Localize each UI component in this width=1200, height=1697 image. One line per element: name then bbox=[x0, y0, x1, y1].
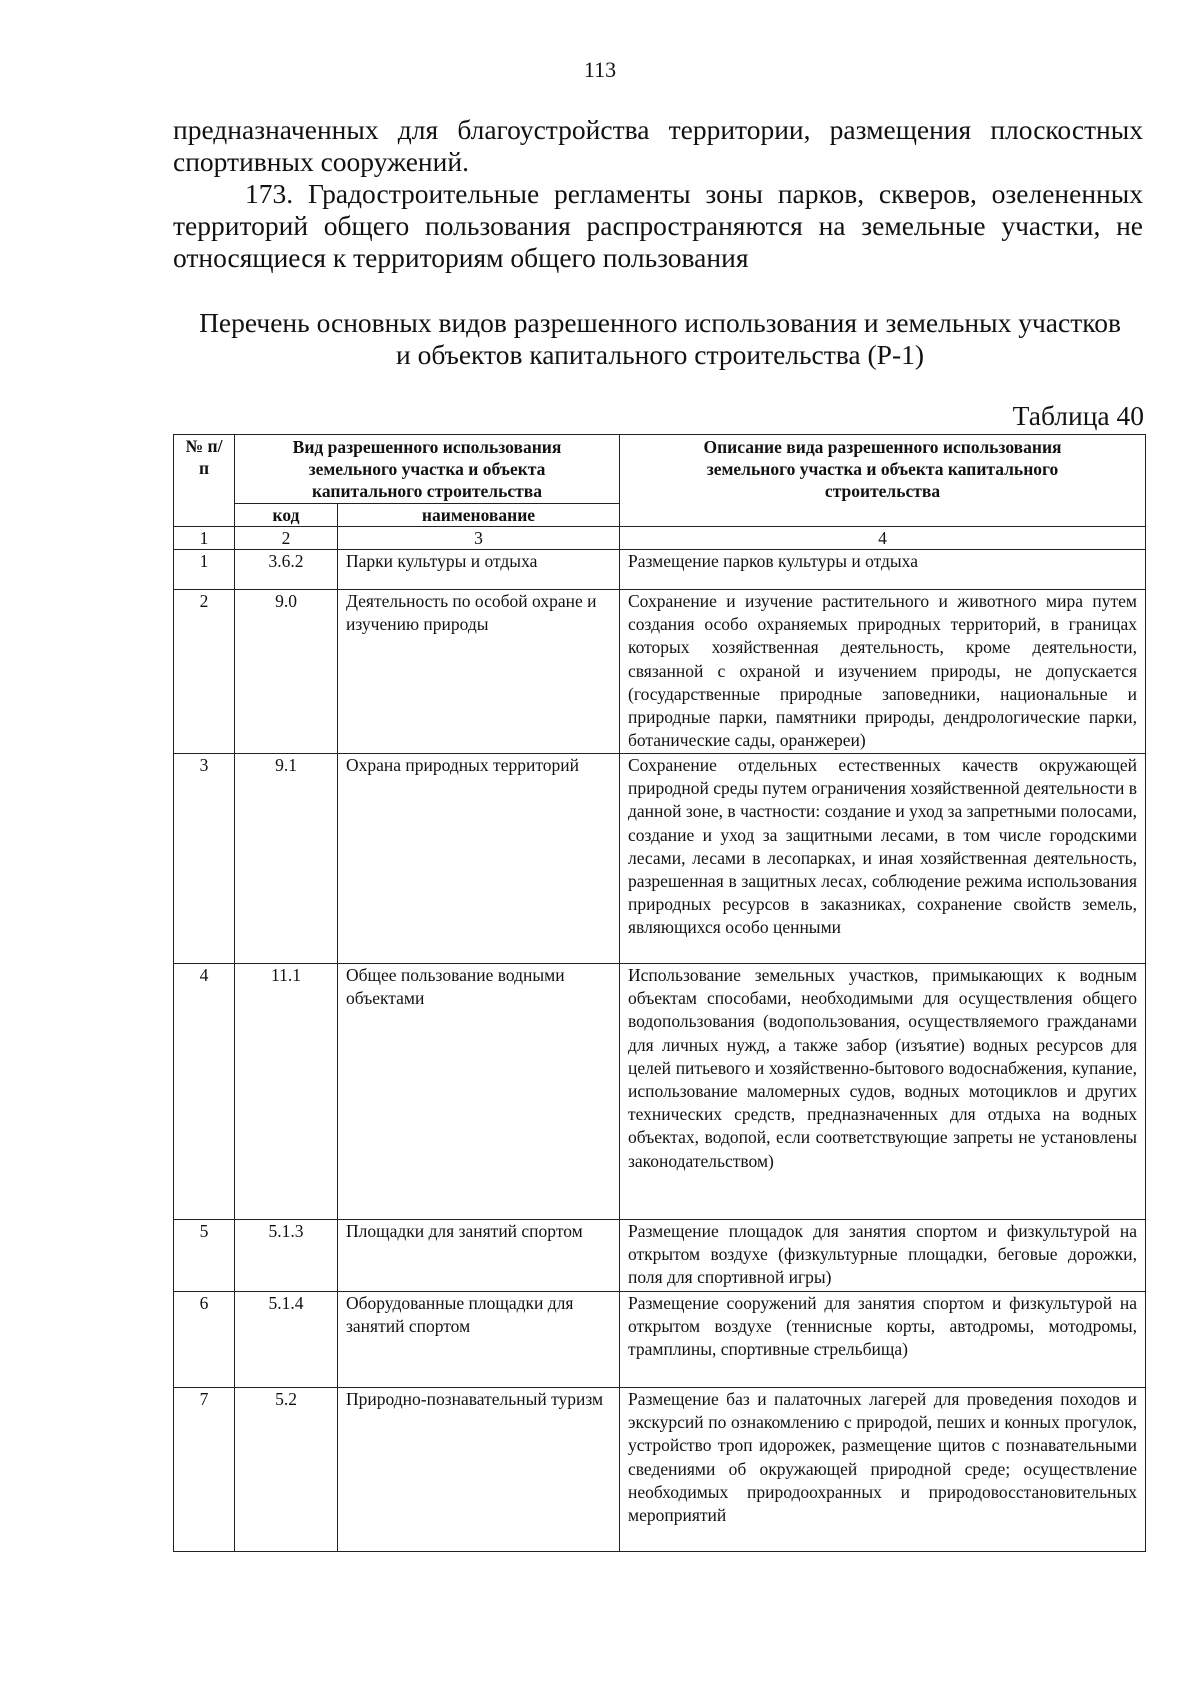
column-number: 4 bbox=[620, 527, 1146, 550]
row-code: 5.1.4 bbox=[235, 1292, 338, 1388]
row-name: Природно-познавательный туризм bbox=[338, 1388, 620, 1552]
row-name: Парки культуры и отдыха bbox=[338, 550, 620, 590]
header-kind: Вид разрешенного использования земельного участка и объекта капитального строительства bbox=[235, 435, 620, 504]
row-desc: Размещение сооружений для занятия спортом и физкультурой на открытом воздухе (теннисные корты, автодромы, мотодромы, трамплины, спортивные стрельбища) bbox=[620, 1292, 1146, 1388]
page-number: 113 bbox=[583, 57, 617, 82]
table-heading bbox=[160, 307, 1160, 371]
table-row bbox=[174, 590, 1146, 754]
table-row bbox=[174, 754, 1146, 964]
paragraph-continuation: предназначенных для благоустройства территории, размещения плоскостных спортивных сооружений. bbox=[173, 114, 1143, 177]
table-heading-line-1: Перечень основных видов разрешенного использования и земельных участков bbox=[199, 307, 1121, 338]
row-num: 6 bbox=[174, 1292, 235, 1388]
permitted-use-table bbox=[173, 434, 1146, 1552]
table-row bbox=[174, 1292, 1146, 1388]
row-desc: Использование земельных участков, примыкающих к водным объектам способами, необходимыми для осуществления общего водопользования (водопользования, осуществляемого гражданами для личных нужд, а также забор (изъятие) водных ресурсов для целей питьевого и хозяйственно-бытового водоснабжения, купание, использование маломерных судов, водных мотоциклов и других технических средств, предназначенных для отдыха на водных объектах, водопой, если соответствующие запреты не установлены законодательством) bbox=[620, 964, 1146, 1220]
row-code: 5.2 bbox=[235, 1388, 338, 1552]
table-row bbox=[174, 1388, 1146, 1552]
row-desc: Размещение площадок для занятия спортом и физкультурой на открытом воздухе (физкультурные площадки, беговые дорожки, поля для спортивной игры) bbox=[620, 1220, 1146, 1292]
column-number: 3 bbox=[338, 527, 620, 550]
row-num: 5 bbox=[174, 1220, 235, 1292]
paragraph-173: 173. Градостроительные регламенты зоны парков, скверов, озелененных территорий общего пользования распространяются на земельные участки, не относящиеся к территориям общего пользования bbox=[173, 178, 1143, 273]
row-code: 9.1 bbox=[235, 754, 338, 964]
table-row bbox=[174, 1220, 1146, 1292]
row-name: Площадки для занятий спортом bbox=[338, 1220, 620, 1292]
row-desc: Сохранение и изучение растительного и животного мира путем создания особо охраняемых природных территорий, в границах которых хозяйственная деятельность, кроме деятельности, связанной с охраной и изучением природы, не допускается (государственные природные заповедники, национальные и природные парки, памятники природы, дендрологические парки, ботанические сады, оранжереи) bbox=[620, 590, 1146, 754]
row-num: 4 bbox=[174, 964, 235, 1220]
column-number-row bbox=[174, 527, 1146, 550]
row-num: 7 bbox=[174, 1388, 235, 1552]
row-desc: Размещение парков культуры и отдыха bbox=[620, 550, 1146, 590]
column-number: 2 bbox=[235, 527, 338, 550]
table-caption: Таблица 40 bbox=[1012, 400, 1144, 431]
row-name: Деятельность по особой охране и изучению природы bbox=[338, 590, 620, 754]
row-code: 5.1.3 bbox=[235, 1220, 338, 1292]
row-name: Общее пользование водными объектами bbox=[338, 964, 620, 1220]
header-desc: Описание вида разрешенного использования земельного участка и объекта капитального строительства bbox=[620, 435, 1146, 527]
header-num: № п/п bbox=[174, 435, 235, 527]
row-desc: Сохранение отдельных естественных качеств окружающей природной среды путем ограничения хозяйственной деятельности в данной зоне, в частности: создание и уход за запретными полосами, создание и уход за защитными лесами, в том числе городскими лесами, лесами в лесопарках, и иная хозяйственная деятельность, разрешенная в защитных лесах, соблюдение режима использования природных ресурсов в заказниках, сохранение свойств земель, являющихся особо ценными bbox=[620, 754, 1146, 964]
row-num: 2 bbox=[174, 590, 235, 754]
row-code: 3.6.2 bbox=[235, 550, 338, 590]
table-row bbox=[174, 964, 1146, 1220]
header-code: код bbox=[235, 504, 338, 527]
table-row bbox=[174, 550, 1146, 590]
row-name: Охрана природных территорий bbox=[338, 754, 620, 964]
table-heading-line-2: и объектов капитального строительства (Р-1) bbox=[395, 339, 925, 370]
row-code: 11.1 bbox=[235, 964, 338, 1220]
intro-text bbox=[173, 114, 1143, 274]
header-name: наименование bbox=[338, 504, 620, 527]
column-number: 1 bbox=[174, 527, 235, 550]
row-num: 1 bbox=[174, 550, 235, 590]
row-num: 3 bbox=[174, 754, 235, 964]
row-desc: Размещение баз и палаточных лагерей для проведения походов и экскурсий по ознакомлению с природой, пеших и конных прогулок, устройство троп идорожек, размещение щитов с познавательными сведениями об окружающей природной среде; осуществление необходимых природоохранных и природовосстановительных мероприятий bbox=[620, 1388, 1146, 1552]
row-name: Оборудованные площадки для занятий спортом bbox=[338, 1292, 620, 1388]
row-code: 9.0 bbox=[235, 590, 338, 754]
